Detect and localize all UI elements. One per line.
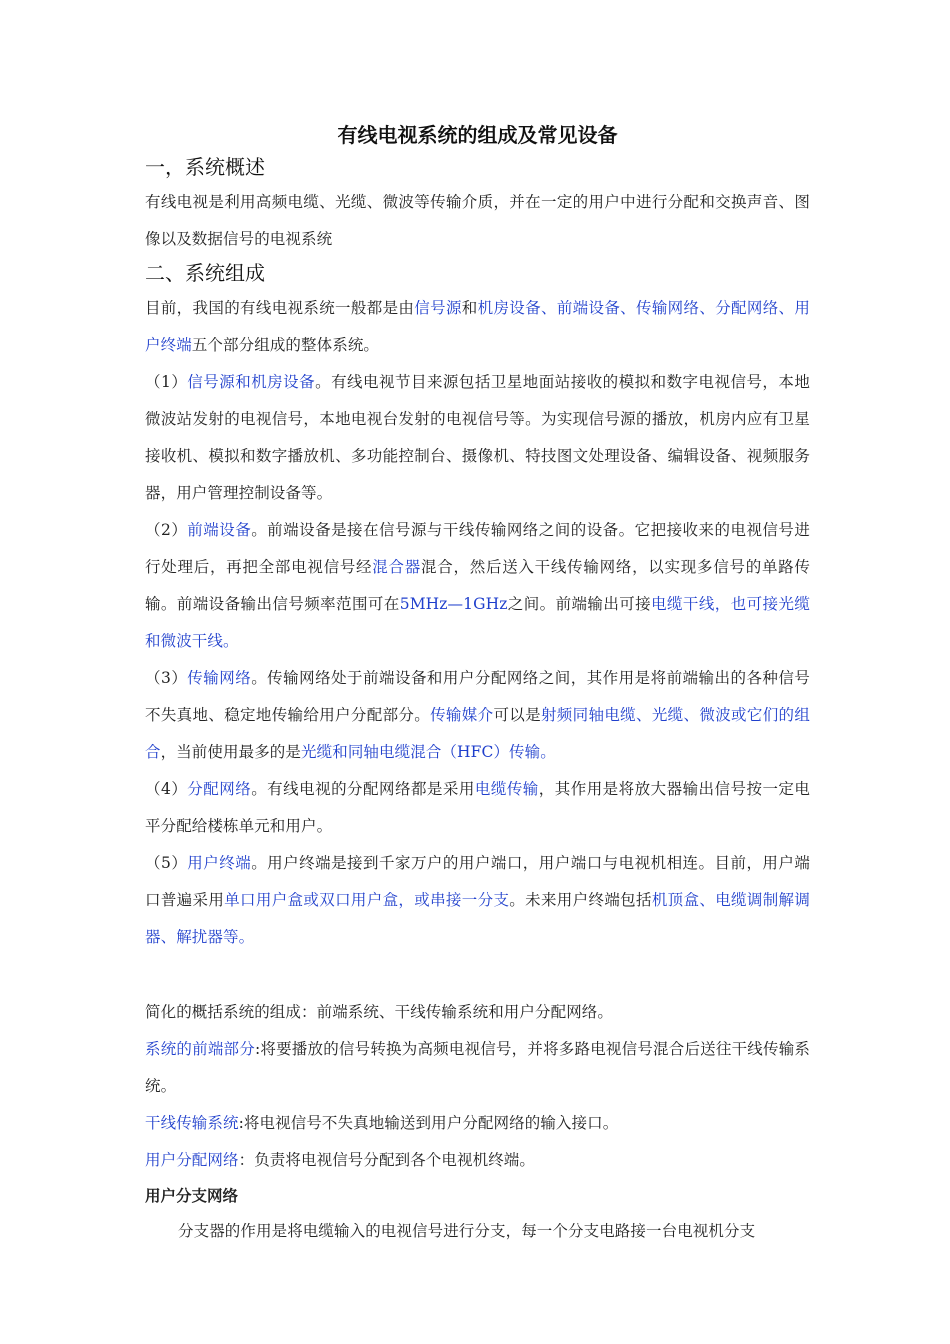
item-4-text-1: 。有线电视的分配网络都是采用 [251,780,475,798]
link-headend[interactable]: 前端设备 [187,521,252,539]
link-transmission-medium[interactable]: 传输媒介 [430,706,494,724]
item-4-text-2: ，其作用是将放大器输出信号按一定电平分配给楼栋单元和用户。 [145,780,810,835]
item-5-paragraph [145,845,810,956]
item-4-number: （4） [145,780,188,798]
summary-distribution [145,1142,810,1179]
item-2-text-2: 混合，然后送入干线传输网络，以实现多信号的单路传输。前端设备输出信号频率范围可在 [145,558,811,613]
link-mixer[interactable]: 混合器 [372,558,422,576]
document-title: 有线电视系统的组成及常见设备 [337,123,618,147]
section-heading-overview: 一，系统概述 [145,155,265,179]
link-cable-transmission[interactable]: 电缆传输 [474,780,539,798]
branch-network-paragraph: 分支器的作用是将电缆输入的电视信号进行分支，每一个分支电路接一台电视机分支 [178,1222,756,1240]
link-future-terminals[interactable]: 机顶盒、电缆调制解调器、解扰器等。 [145,891,810,946]
item-2-number: （2） [145,521,188,539]
link-cable-trunk[interactable]: 电缆干线，也可接光缆和微波干线。 [145,595,810,650]
section-heading-composition: 二、系统组成 [145,261,265,285]
item-2-paragraph [145,512,810,660]
summary-distribution-text: ：负责将电视信号分配到各个电视机终端。 [238,1151,536,1169]
composition-intro [145,290,810,364]
link-components[interactable]: 机房设备、前端设备、传输网络、分配网络、用户终端 [145,299,810,354]
summary-trunk-text: :将电视信号不失真地输送到用户分配网络的输入接口。 [238,1114,619,1132]
link-frequency[interactable]: 5MHz—1GHz [399,595,508,613]
item-2-text-1: 。前端设备是接在信号源与干线传输网络之间的设备。它把接收来的电视信号进行处理后，再把全部电视信号经 [145,521,810,576]
item-5-number: （5） [145,854,188,872]
link-hfc[interactable]: 光缆和同轴电缆混合（HFC）传输。 [301,743,556,761]
link-signal-source-room[interactable]: 信号源和机房设备 [187,373,316,391]
item-3-text-2: 可以是 [493,706,541,724]
link-distribution-network[interactable]: 分配网络 [187,780,252,798]
link-transmission-network[interactable]: 传输网络 [187,669,252,687]
item-3-paragraph [145,660,810,771]
overview-paragraph: 有线电视是利用高频电缆、光缆、微波等传输介质，并在一定的用户中进行分配和交换声音、图像以及数据信号的电视系统 [145,193,810,248]
item-4-paragraph [145,771,810,845]
item-1-text: 。有线电视节目来源包括卫星地面站接收的模拟和数字电视信号，本地微波站发射的电视信号，本地电视台发射的电视信号等。为实现信号源的播放，机房内应有卫星接收机、模拟和数字播放机、多功能控制台、摄像机、特技图文处理设备、编辑设备、视频服务器，用户管理控制设备等。 [145,373,810,502]
link-signal-source[interactable]: 信号源 [414,299,462,317]
item-1-number: （1） [145,373,188,391]
summary-front-text: :将要播放的信号转换为高频电视信号，并将多路电视信号混合后送往干线传输系统。 [145,1040,811,1095]
link-trunk-system[interactable]: 干线传输系统 [145,1114,239,1132]
item-3-text-3: ，当前使用最多的是 [160,743,302,761]
link-user-distribution[interactable]: 用户分配网络 [145,1151,239,1169]
item-3-text-1: 。传输网络处于前端设备和用户分配网络之间，其作用是将前端输出的各种信号不失真地、稳定地传输给用户分配部分。 [145,669,810,724]
item-2-text-3: 之间。前端输出可接 [507,595,652,613]
summary-intro: 简化的概括系统的组成：前端系统、干线传输系统和用户分配网络。 [145,1003,614,1021]
intro-text-3: 五个部分组成的整体系统。 [191,336,380,354]
link-front-part[interactable]: 系统的前端部分 [145,1040,255,1058]
link-user-terminal[interactable]: 用户终端 [187,854,252,872]
summary-front [145,1031,810,1105]
blank-line [145,956,810,994]
link-media-types[interactable]: 射频同轴电缆、光缆、微波或它们的组合 [145,706,810,761]
item-1-paragraph [145,364,810,512]
intro-text-2: 和 [461,299,478,317]
intro-text-1: 目前，我国的有线电视系统一般都是由 [145,299,415,317]
item-5-text-1: 。用户终端是接到千家万户的用户端口，用户端口与电视机相连。目前，用户端口普遍采用 [145,854,810,909]
branch-network-heading: 用户分支网络 [145,1186,239,1205]
document-page [145,118,810,1250]
item-5-text-2: 。未来用户终端包括 [509,891,652,909]
summary-trunk [145,1105,810,1142]
item-3-number: （3） [145,669,188,687]
link-user-box[interactable]: 单口用户盒或双口用户盒，或串接一分支 [224,891,510,909]
